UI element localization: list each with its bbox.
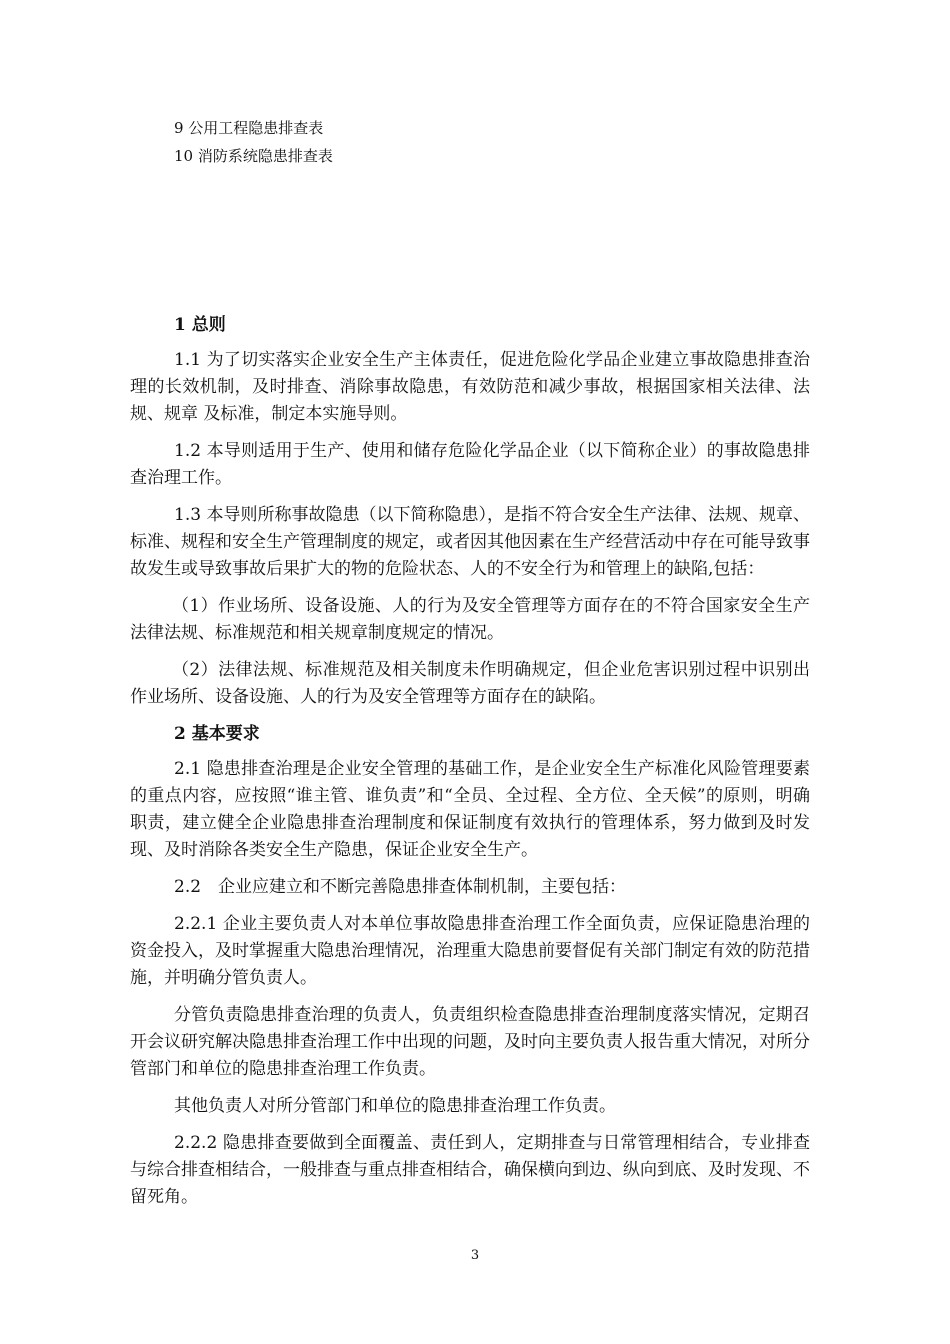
page-number: 3 [470, 1248, 480, 1263]
paragraph: 其他负责人对所分管部门和单位的隐患排查治理工作负责。 [174, 1096, 616, 1116]
paragraph: 分管负责隐患排查治理的负责人，负责组织检查隐患排查治理制度落实情况，定期召开会议研究解决隐患排查治理工作中出现的问题，及时向主要负责人报告重大情况，对所分管部门和单位的隐患排查治理工作负责。 [130, 1005, 810, 1079]
section-heading: 2 基本要求 [174, 724, 260, 744]
list-item: （2）法律法规、标准规范及相关制度未作明确规定，但企业危害识别过程中识别出作业场所、设备设施、人的行为及安全管理等方面存在的缺陷。 [130, 660, 810, 707]
paragraph: 1.3 本导则所称事故隐患（以下简称隐患），是指不符合安全生产法律、法规、规章、标准、规程和安全生产管理制度的规定，或者因其他因素在生产经营活动中存在可能导致事故发生或导致事故后果扩大的物的危险状态、人的不安全行为和管理上的缺陷,包括： [130, 505, 810, 579]
toc-item: 9 公用工程隐患排查表 [174, 119, 324, 137]
paragraph: 2.2.1 企业主要负责人对本单位事故隐患排查治理工作全面负责，应保证隐患治理的资金投入，及时掌握重大隐患治理情况，治理重大隐患前要督促有关部门制定有效的防范措施，并明确分管负责人。 [130, 914, 810, 988]
list-item: （1）作业场所、设备设施、人的行为及安全管理等方面存在的不符合国家安全生产法律法规、标准规范和相关规章制度规定的情况。 [130, 596, 810, 643]
table-of-contents [174, 114, 333, 170]
paragraph: 2.1 隐患排查治理是企业安全管理的基础工作，是企业安全生产标准化风险管理要素的重点内容，应按照“谁主管、谁负责”和“全员、全过程、全方位、全天候”的原则，明确职责，建立健全企业隐患排查治理制度和保证制度有效执行的管理体系，努力做到及时发现、及时消除各类安全生产隐患，保证企业安全生产。 [130, 759, 810, 860]
toc-item: 10 消防系统隐患排查表 [174, 147, 333, 165]
paragraph: 2.2.2 隐患排查要做到全面覆盖、责任到人，定期排查与日常管理相结合，专业排查与综合排查相结合，一般排查与重点排查相结合，确保横向到边、纵向到底、及时发现、不留死角。 [130, 1133, 810, 1207]
section-heading: 1 总则 [174, 315, 226, 335]
document-body [130, 312, 810, 1221]
paragraph: 1.2 本导则适用于生产、使用和储存危险化学品企业（以下简称企业）的事故隐患排查治理工作。 [130, 441, 810, 488]
paragraph: 1.1 为了切实落实企业安全生产主体责任，促进危险化学品企业建立事故隐患排查治理的长效机制，及时排查、消除事故隐患，有效防范和减少事故，根据国家相关法律、法规、规章 及标准，制定本实施导则。 [130, 350, 810, 424]
paragraph: 2.2 企业应建立和不断完善隐患排查体制机制，主要包括： [174, 877, 627, 897]
